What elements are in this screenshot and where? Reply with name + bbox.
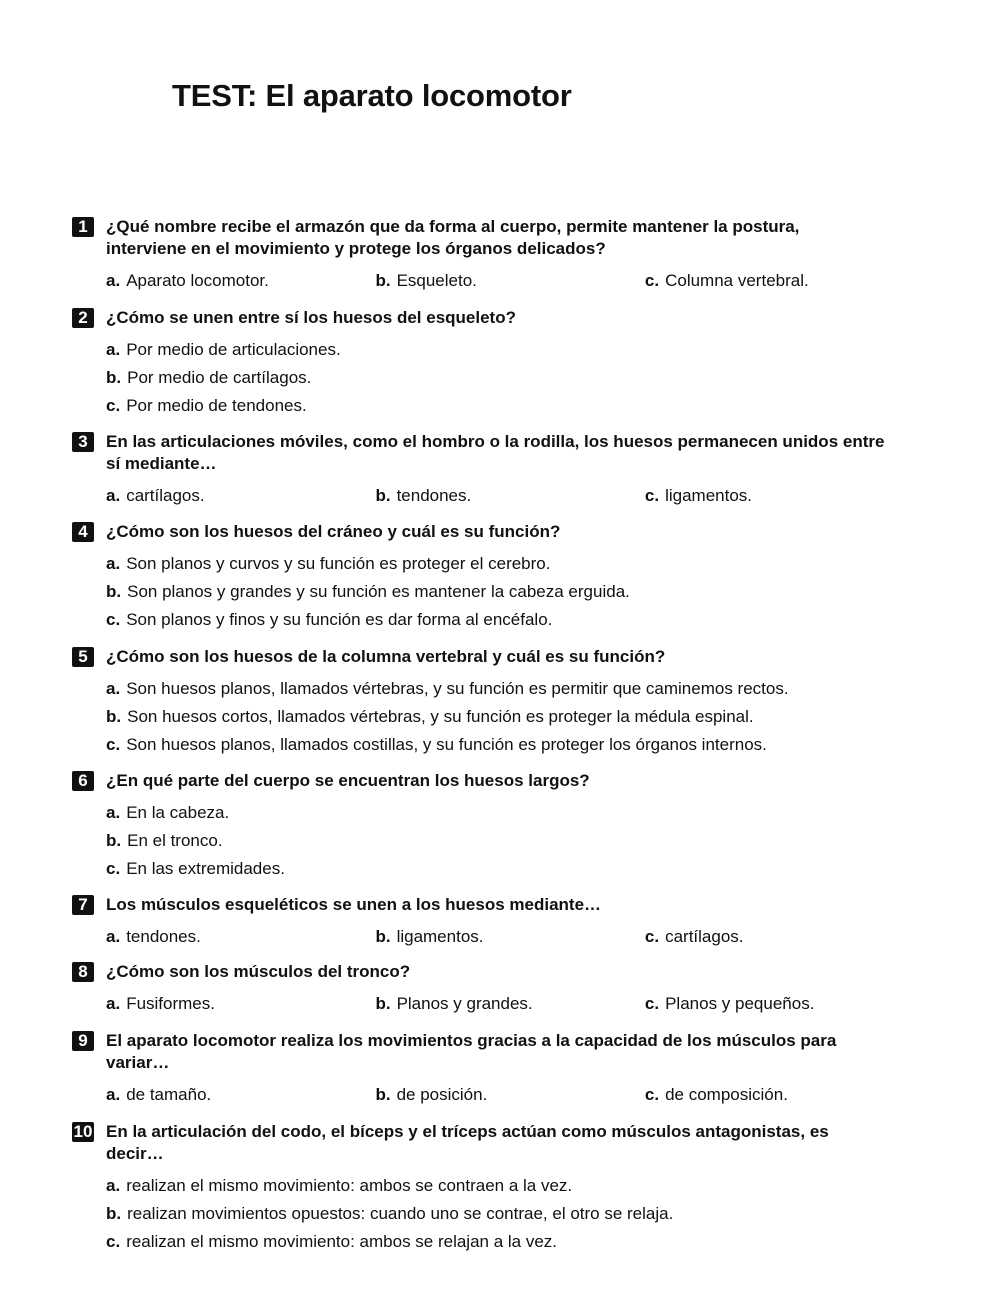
options-list	[72, 1081, 862, 1109]
question-number-badge: 3	[72, 432, 94, 452]
option-c[interactable]: c. En las extremidades.	[106, 859, 285, 878]
option-c[interactable]: c. Son huesos planos, llamados costillas, y su función es proteger los órganos internos.	[106, 735, 767, 754]
option-b[interactable]: b. Esqueleto.	[375, 271, 477, 290]
option-b[interactable]: b. Son huesos cortos, llamados vértebras, y su función es proteger la médula espinal.	[106, 707, 754, 726]
options-list	[72, 482, 892, 510]
question-text: ¿Cómo son los músculos del tronco?	[106, 962, 411, 981]
question-text: ¿Qué nombre recibe el armazón que da forma al cuerpo, permite mantener la postura, interviene en el movimiento y protege los órganos delicados?	[106, 217, 800, 258]
option-b[interactable]: b. de posición.	[375, 1085, 488, 1104]
option-b[interactable]: b. En el tronco.	[106, 831, 223, 850]
option-c[interactable]: c. Columna vertebral.	[644, 271, 809, 290]
option-b[interactable]: b. ligamentos.	[375, 927, 484, 946]
option-a[interactable]: a. Son planos y curvos y su función es proteger el cerebro.	[106, 554, 551, 573]
option-c[interactable]: c. Son planos y finos y su función es dar forma al encéfalo.	[106, 610, 553, 629]
options-list	[72, 990, 952, 1018]
question-number-badge: 8	[72, 962, 94, 982]
options-list	[72, 267, 862, 295]
option-a[interactable]: a. Aparato locomotor.	[106, 271, 269, 290]
question-7	[72, 894, 952, 951]
option-b[interactable]: b. Planos y grandes.	[375, 994, 533, 1013]
option-c[interactable]: c. realizan el mismo movimiento: ambos se relajan a la vez.	[106, 1232, 558, 1251]
question-number-badge: 9	[72, 1031, 94, 1051]
question-number-badge: 2	[72, 308, 94, 328]
option-a[interactable]: a. cartílagos.	[106, 486, 205, 505]
option-a[interactable]: a. Fusiformes.	[106, 994, 215, 1013]
question-number-badge: 1	[72, 217, 94, 237]
option-b[interactable]: b. tendones.	[375, 486, 472, 505]
question-text: El aparato locomotor realiza los movimientos gracias a la capacidad de los músculos para variar…	[106, 1031, 837, 1072]
option-c[interactable]: c. cartílagos.	[644, 927, 744, 946]
option-b[interactable]: b. Por medio de cartílagos.	[106, 368, 312, 387]
options-list	[72, 336, 952, 420]
option-c[interactable]: c. ligamentos.	[644, 486, 753, 505]
option-c[interactable]: c. Planos y pequeños.	[644, 994, 815, 1013]
option-a[interactable]: a. tendones.	[106, 927, 201, 946]
option-a[interactable]: a. En la cabeza.	[106, 803, 230, 822]
question-text: ¿Cómo se unen entre sí los huesos del esqueleto?	[106, 308, 516, 327]
options-list	[72, 1172, 872, 1256]
question-text: ¿Cómo son los huesos del cráneo y cuál es su función?	[106, 522, 561, 541]
option-a[interactable]: a. realizan el mismo movimiento: ambos se contraen a la vez.	[106, 1176, 573, 1195]
option-b[interactable]: b. Son planos y grandes y su función es mantener la cabeza erguida.	[106, 582, 630, 601]
option-a[interactable]: a. Por medio de articulaciones.	[106, 340, 341, 359]
question-2	[72, 307, 952, 420]
question-number-badge: 4	[72, 522, 94, 542]
question-text: ¿Cómo son los huesos de la columna vertebral y cuál es su función?	[106, 647, 666, 666]
question-text: En la articulación del codo, el bíceps y el tríceps actúan como músculos antagonistas, es decir…	[106, 1122, 829, 1163]
options-list	[72, 550, 952, 634]
question-1	[72, 216, 862, 295]
options-list	[72, 675, 952, 759]
options-list	[72, 799, 952, 883]
question-4	[72, 521, 952, 634]
question-text: En las articulaciones móviles, como el hombro o la rodilla, los huesos permanecen unidos entre sí mediante…	[106, 432, 885, 473]
question-3	[72, 431, 892, 510]
option-c[interactable]: c. de composición.	[644, 1085, 788, 1104]
option-c[interactable]: c. Por medio de tendones.	[106, 396, 307, 415]
question-number-badge: 6	[72, 771, 94, 791]
question-8	[72, 961, 952, 1018]
page-title: TEST: El aparato locomotor	[172, 78, 572, 113]
options-list	[72, 923, 952, 951]
question-text: Los músculos esqueléticos se unen a los huesos mediante…	[106, 895, 602, 914]
option-b[interactable]: b. realizan movimientos opuestos: cuando uno se contrae, el otro se relaja.	[106, 1204, 674, 1223]
question-9	[72, 1030, 862, 1109]
question-text: ¿En qué parte del cuerpo se encuentran los huesos largos?	[106, 771, 590, 790]
option-a[interactable]: a. Son huesos planos, llamados vértebras, y su función es permitir que caminemos rectos.	[106, 679, 789, 698]
question-10	[72, 1121, 872, 1256]
question-number-badge: 10	[73, 1122, 93, 1141]
option-a[interactable]: a. de tamaño.	[106, 1085, 212, 1104]
question-number-badge: 7	[72, 895, 94, 915]
question-5	[72, 646, 952, 759]
question-number-badge: 5	[72, 647, 94, 667]
question-6	[72, 770, 952, 883]
